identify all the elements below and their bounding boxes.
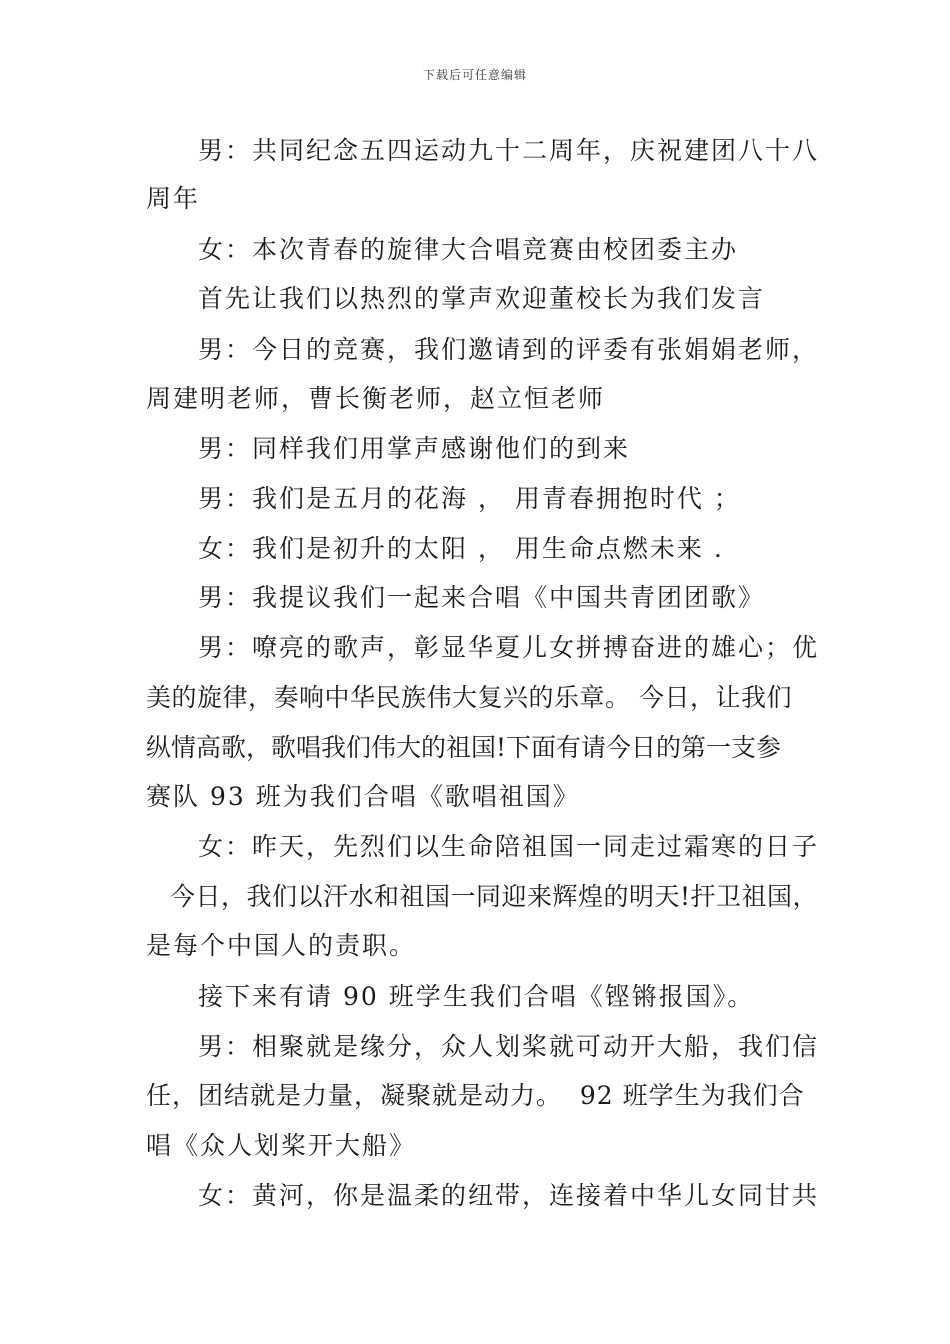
text-line: 任，团结就是力量，凝聚就是动力。 92 班学生为我们合: [146, 1081, 805, 1110]
text-line: 赛队 93 班为我们合唱《歌唱祖国》: [146, 782, 580, 811]
text-line: 接下来有请 90 班学生我们合唱《铿锵报国》。: [198, 982, 755, 1011]
text-line: 美的旋律，奏响中华民族伟大复兴的乐章。 今日，让我们: [146, 683, 792, 712]
text-line: 男：嘹亮的歌声，彰显华夏儿女拼搏奋进的雄心；优: [198, 633, 820, 662]
text-line: 男：我们是五月的花海 ， 用青春拥抱时代 ；: [198, 484, 741, 513]
text-line: 周年: [146, 184, 201, 213]
text-line: 男：同样我们用掌声感谢他们的到来: [198, 434, 631, 463]
text-line: 今日，我们以汗水和祖国一同迎来辉煌的明天!扞卫祖国，: [170, 882, 819, 911]
text-line: 女：我们是初升的太阳 ， 用生命点燃未来 .: [198, 534, 724, 563]
text-line: 女：黄河，你是温柔的纽带，连接着中华儿女同甘共: [198, 1181, 820, 1210]
text-line: 男：相聚就是缘分，众人划桨就可动开大船，我们信: [198, 1032, 820, 1061]
text-line: 男：我提议我们一起来合唱《中国共青团团歌》: [198, 583, 766, 612]
text-line: 唱《众人划桨开大船》: [146, 1131, 417, 1160]
text-line: 是每个中国人的责职。: [146, 931, 417, 960]
text-line: 女：本次青春的旋律大合唱竞赛由校团委主办: [198, 235, 739, 264]
text-line: 纵情高歌，歌唱我们伟大的祖国!下面有请今日的第一支参: [146, 733, 782, 762]
text-line: 男：今日的竞赛，我们邀请到的评委有张娟娟老师，: [198, 335, 820, 364]
text-line: 周建明老师，曹长衡老师，赵立恒老师: [146, 384, 606, 413]
page-header: 下载后可任意编辑: [422, 68, 527, 82]
text-line: 首先让我们以热烈的掌声欢迎董校长为我们发言: [198, 284, 766, 313]
text-line: 女：昨天，先烈们以生命陪祖国一同走过霜寒的日子: [198, 832, 820, 861]
text-line: 男：共同纪念五四运动九十二周年，庆祝建团八十八: [198, 136, 820, 165]
